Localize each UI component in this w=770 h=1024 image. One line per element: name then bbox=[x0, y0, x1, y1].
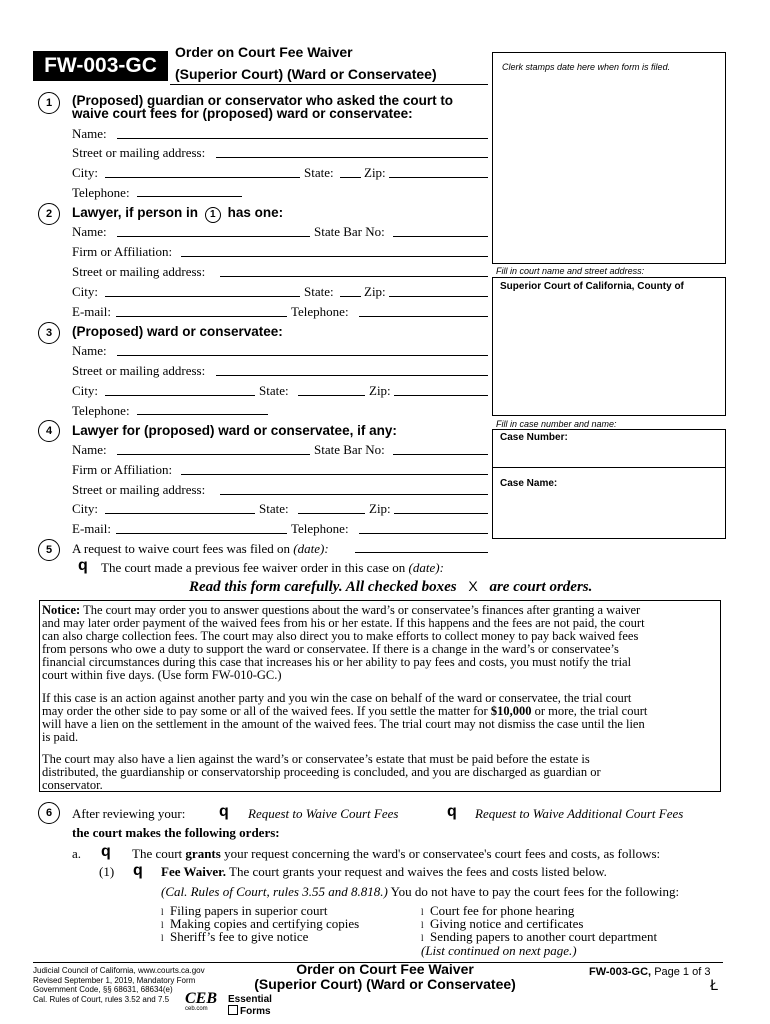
ceb-logo bbox=[185, 992, 217, 1013]
section-1-heading-line1: (Proposed) guardian or conservator who asked the court to bbox=[72, 93, 454, 108]
s6-item-1: (1) bbox=[99, 864, 115, 879]
s5-filed-date-field[interactable] bbox=[355, 552, 488, 553]
s4-city-label: City: bbox=[72, 501, 99, 516]
s6-fee-waiver-label: Fee Waiver. bbox=[161, 864, 226, 879]
notice-p3-line-3: conservator. bbox=[42, 778, 103, 792]
section-3-number: 3 bbox=[38, 322, 60, 344]
section-6-number: 6 bbox=[38, 802, 60, 824]
section-2-heading-b: has one: bbox=[227, 205, 284, 220]
ceb-logo-sub: ceb.com bbox=[185, 1006, 208, 1012]
s3-name-field[interactable] bbox=[117, 355, 488, 356]
s3-city-label: City: bbox=[72, 383, 99, 398]
s3-zip-field[interactable] bbox=[394, 395, 488, 396]
footer-line-3: Government Code, §§ 68631, 68634(e) bbox=[33, 985, 173, 994]
essential-forms-logo bbox=[228, 994, 272, 1017]
title-underline bbox=[170, 84, 488, 85]
notice-p2-line-1: If this case is an action against another party and you win the case on behalf of the ward or conservatee, the trial court bbox=[42, 691, 632, 705]
s6-orders-heading: the court makes the following orders: bbox=[72, 825, 280, 840]
s4-street-label: Street or mailing address: bbox=[72, 482, 206, 497]
section-2-ref: 1 bbox=[205, 207, 221, 223]
footer-title-line2: (Superior Court) (Ward or Conservatee) bbox=[254, 976, 516, 992]
s1-zip-field[interactable] bbox=[389, 177, 488, 178]
notice-label: Notice: bbox=[42, 603, 81, 617]
notice-p1-line-4: from persons who owe a duty to support the ward or conservatee. If there is a change in the ward’s or conservatee’s bbox=[42, 642, 619, 656]
s4-email-label: E-mail: bbox=[72, 521, 111, 536]
s5-previous-checkbox[interactable]: q bbox=[78, 557, 88, 574]
notice-amount: $10,000 bbox=[490, 704, 532, 718]
bullet-icon: l bbox=[161, 907, 164, 917]
footer-title bbox=[250, 962, 520, 992]
s2-street-label: Street or mailing address: bbox=[72, 264, 206, 279]
notice-p1-line-5: financial circumstances during this case that increases his or her ability to pay fees and costs, you must notify the trial bbox=[42, 655, 632, 669]
s4-street-field[interactable] bbox=[220, 494, 488, 495]
s6-grants-checkbox[interactable]: q bbox=[101, 843, 111, 860]
notice-p3-line-1: The court may also have a lien against the ward’s or conservatee’s estate that must be paid before the estate is bbox=[42, 752, 590, 766]
s4-bar-label: State Bar No: bbox=[314, 442, 385, 457]
s6-request1-label: Request to Waive Court Fees bbox=[248, 806, 399, 821]
footer-title-line1: Order on Court Fee Waiver bbox=[296, 961, 474, 977]
s4-name-field[interactable] bbox=[117, 454, 310, 455]
section-1-number: 1 bbox=[38, 92, 60, 114]
bullet-icon: l bbox=[421, 933, 424, 943]
read-carefully-notice bbox=[189, 578, 592, 596]
notice-p2-line-2: may order the other side to pay some or all of the waived fees. If you settle the matter for bbox=[42, 704, 488, 718]
s3-telephone-label: Telephone: bbox=[72, 403, 130, 418]
section-4-number: 4 bbox=[38, 420, 60, 442]
s6-left-item-1-label: Filing papers in superior court bbox=[170, 903, 328, 918]
s4-state-field[interactable] bbox=[298, 513, 365, 514]
footer-left bbox=[33, 966, 205, 1004]
section-1-heading-line2: waive court fees for (proposed) ward or conservatee: bbox=[72, 106, 413, 121]
court-orders-text: are court orders. bbox=[489, 579, 593, 595]
s3-telephone-field[interactable] bbox=[137, 414, 268, 415]
case-name-label: Case Name: bbox=[500, 478, 558, 489]
s5-date-label: (date): bbox=[293, 541, 329, 556]
s6-grants-b: your request concerning the ward's or conservatee's court fees and costs, as follows: bbox=[224, 846, 661, 861]
section-2-number: 2 bbox=[38, 203, 60, 225]
s2-firm-field[interactable] bbox=[181, 256, 488, 257]
s4-name-label: Name: bbox=[72, 442, 107, 457]
s1-city-field[interactable] bbox=[105, 177, 300, 178]
section-4-heading: Lawyer for (proposed) ward or conservatee, if any: bbox=[72, 423, 397, 438]
s6-right-item-2-label: Giving notice and certificates bbox=[430, 916, 584, 931]
s1-name-label: Name: bbox=[72, 126, 107, 141]
s5-previous-text bbox=[101, 560, 444, 576]
s1-state-label: State: bbox=[304, 165, 334, 180]
s3-street-label: Street or mailing address: bbox=[72, 363, 206, 378]
notice-p2-after-amount: or more, the trial court bbox=[534, 704, 648, 718]
bullet-icon: l bbox=[161, 933, 164, 943]
footer-line-2: Revised September 1, 2019, Mandatory Form bbox=[33, 975, 196, 985]
s1-name-field[interactable] bbox=[117, 138, 488, 139]
s2-street-field[interactable] bbox=[220, 276, 488, 277]
notice-p1-line-6: court within five days. (Use form FW-010-GC.) bbox=[42, 668, 282, 682]
form-subtitle: (Superior Court) (Ward or Conservatee) bbox=[175, 66, 437, 82]
section-5-number: 5 bbox=[38, 539, 60, 561]
forms-label: Forms bbox=[240, 1006, 271, 1017]
s2-telephone-label: Telephone: bbox=[291, 304, 349, 319]
s6-left-item-3 bbox=[161, 930, 308, 945]
notice-p2-line-2-wrap bbox=[42, 705, 718, 718]
s5-filed-text bbox=[72, 541, 329, 557]
s3-city-field[interactable] bbox=[105, 395, 255, 396]
s5-filed-label: A request to waive court fees was filed on bbox=[72, 541, 291, 556]
s2-city-label: City: bbox=[72, 284, 99, 299]
s6-rules-text bbox=[161, 884, 679, 900]
footer-page-info bbox=[589, 966, 710, 978]
footer-form-id: FW-003-GC, bbox=[589, 966, 652, 978]
s6-continued-note: (List continued on next page.) bbox=[421, 943, 577, 958]
s6-right-item-3-label: Sending papers to another court department bbox=[430, 929, 658, 944]
s5-previous-date-label: (date): bbox=[408, 560, 444, 575]
s2-bar-label: State Bar No: bbox=[314, 224, 385, 239]
s4-zip-label: Zip: bbox=[369, 501, 391, 516]
s4-firm-label: Firm or Affiliation: bbox=[72, 462, 173, 477]
s1-telephone-field[interactable] bbox=[137, 196, 242, 197]
s2-firm-label: Firm or Affiliation: bbox=[72, 244, 173, 259]
s6-fee-waiver-text bbox=[161, 864, 607, 880]
footer-line-1: Judicial Council of California, www.courts.ca.gov bbox=[33, 966, 205, 975]
court-instruction: Fill in court name and street address: bbox=[496, 266, 645, 276]
s6-left-item-3-label: Sheriff’s fee to give notice bbox=[170, 929, 309, 944]
footer-page-mark: Ł bbox=[710, 978, 718, 994]
s2-name-label: Name: bbox=[72, 224, 107, 239]
s4-zip-field[interactable] bbox=[394, 513, 488, 514]
s6-after-reviewing: After reviewing your: bbox=[72, 806, 186, 821]
bullet-icon: l bbox=[421, 907, 424, 917]
footer-line-4: Cal. Rules of Court, rules 3.52 and 7.5 bbox=[33, 994, 170, 1004]
s6-fee-waiver-body: The court grants your request and waives the fees and costs listed below. bbox=[229, 864, 607, 879]
s4-bar-field[interactable] bbox=[393, 454, 488, 455]
essential-label: Essential bbox=[228, 994, 272, 1005]
s6-request1-checkbox[interactable]: q bbox=[219, 803, 229, 820]
section-3-heading: (Proposed) ward or conservatee: bbox=[72, 324, 283, 339]
notice-line-1 bbox=[42, 604, 718, 617]
form-id-badge: FW-003-GC bbox=[33, 51, 168, 81]
notice-p1-line-1: The court may order you to answer questions about the ward’s or conservatee’s finances after granting a waiver bbox=[83, 603, 641, 617]
s2-state-label: State: bbox=[304, 284, 334, 299]
court-name-box[interactable] bbox=[492, 277, 726, 416]
court-name-label: Superior Court of California, County of bbox=[500, 281, 684, 292]
s2-name-field[interactable] bbox=[117, 236, 310, 237]
s4-telephone-field[interactable] bbox=[359, 533, 488, 534]
s2-city-field[interactable] bbox=[105, 296, 300, 297]
checked-x-mark: X bbox=[468, 578, 478, 594]
notice-p1-line-2: and may later order payment of the waived fees from his or her estate. If this happens and the fees are not paid, the court bbox=[42, 616, 645, 630]
notice-p2-line-4: is paid. bbox=[42, 730, 79, 744]
forms-label-row bbox=[228, 1005, 272, 1017]
form-title: Order on Court Fee Waiver bbox=[175, 44, 353, 60]
notice-p2-line-3: will have a lien on the settlement in the amount of the waived fees. The trial court may not dismiss the case until the lien bbox=[42, 717, 645, 731]
s3-street-field[interactable] bbox=[216, 375, 488, 376]
s6-request2-label: Request to Waive Additional Court Fees bbox=[475, 806, 684, 821]
s3-state-label: State: bbox=[259, 383, 289, 398]
s4-firm-field[interactable] bbox=[181, 474, 488, 475]
case-number-label: Case Number: bbox=[500, 432, 568, 443]
s6-rules-body: You do not have to pay the court fees for the following: bbox=[390, 884, 680, 899]
s3-name-label: Name: bbox=[72, 343, 107, 358]
s2-zip-field[interactable] bbox=[389, 296, 488, 297]
section-2-heading-a: Lawyer, if person in bbox=[72, 205, 199, 220]
s6-grants-a: The court bbox=[132, 846, 183, 861]
s2-email-label: E-mail: bbox=[72, 304, 111, 319]
s2-bar-field[interactable] bbox=[393, 236, 488, 237]
s6-rules-cite: (Cal. Rules of Court, rules 3.55 and 8.818.) bbox=[161, 884, 388, 899]
s6-request2-checkbox[interactable]: q bbox=[447, 803, 457, 820]
forms-logo-icon bbox=[228, 1005, 238, 1015]
s1-city-label: City: bbox=[72, 165, 99, 180]
s2-state-field[interactable] bbox=[340, 296, 361, 297]
notice-p1-line-3: can also charge collection fees. The court may also direct you to make efforts to collect money to pay back waived fees bbox=[42, 629, 639, 643]
s1-telephone-label: Telephone: bbox=[72, 185, 130, 200]
clerk-stamp-label: Clerk stamps date here when form is filed. bbox=[502, 62, 671, 72]
s1-state-field[interactable] bbox=[340, 177, 361, 178]
s4-email-field[interactable] bbox=[116, 533, 287, 534]
s2-email-field[interactable] bbox=[116, 316, 287, 317]
s1-zip-label: Zip: bbox=[364, 165, 386, 180]
s6-left-item-2-label: Making copies and certifying copies bbox=[170, 916, 360, 931]
bullet-icon: l bbox=[161, 920, 164, 930]
s3-zip-label: Zip: bbox=[369, 383, 391, 398]
ceb-logo-text: CEB bbox=[185, 990, 218, 1007]
s6-grants-word: grants bbox=[185, 846, 221, 861]
s4-city-field[interactable] bbox=[105, 513, 255, 514]
s6-right-item-1-label: Court fee for phone hearing bbox=[430, 903, 575, 918]
s1-street-field[interactable] bbox=[216, 157, 488, 158]
s2-zip-label: Zip: bbox=[364, 284, 386, 299]
read-carefully-text: Read this form carefully. All checked boxes bbox=[189, 579, 457, 595]
s5-previous-label: The court made a previous fee waiver order in this case on bbox=[101, 560, 406, 575]
s2-telephone-field[interactable] bbox=[359, 316, 488, 317]
case-instruction: Fill in case number and name: bbox=[496, 419, 617, 429]
case-divider bbox=[492, 467, 726, 468]
s6-item-a: a. bbox=[72, 846, 82, 861]
s3-state-field[interactable] bbox=[298, 395, 365, 396]
notice-p3-line-2: distributed, the guardianship or conservatorship proceeding is concluded, and you are discharged as guardian or bbox=[42, 765, 601, 779]
bullet-icon: l bbox=[421, 920, 424, 930]
s6-grants-text bbox=[132, 846, 660, 862]
clerk-stamp-box bbox=[492, 52, 726, 264]
s6-fee-waiver-checkbox[interactable]: q bbox=[133, 862, 143, 879]
s1-street-label: Street or mailing address: bbox=[72, 145, 206, 160]
s4-state-label: State: bbox=[259, 501, 289, 516]
section-2-heading bbox=[72, 205, 283, 223]
footer-page-number: Page 1 of 3 bbox=[654, 966, 711, 978]
s4-telephone-label: Telephone: bbox=[291, 521, 349, 536]
